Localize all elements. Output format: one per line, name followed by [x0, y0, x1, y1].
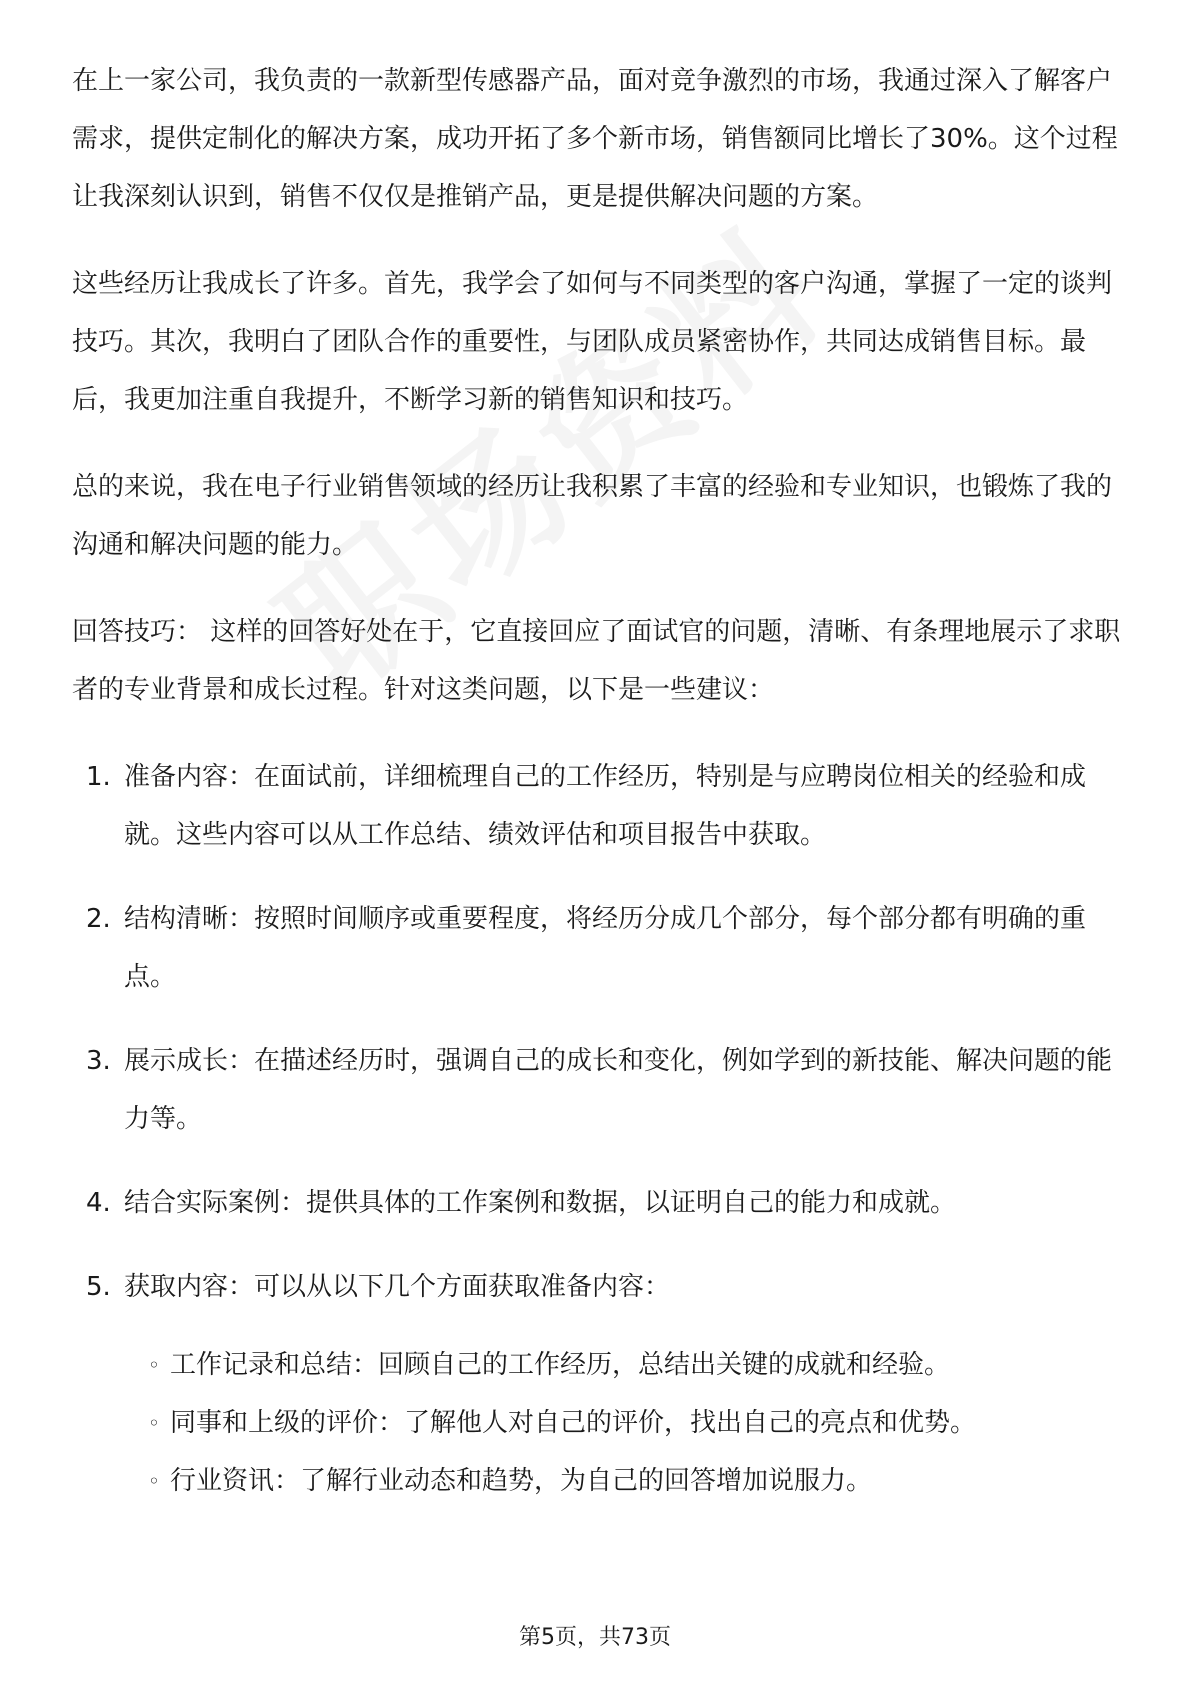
sublist-item [124, 1452, 1122, 1510]
list-item [72, 1174, 1122, 1232]
list-item [72, 1032, 1122, 1148]
list-number: 3. [86, 1046, 111, 1076]
list-number: 5. [86, 1272, 111, 1302]
sublist-item [124, 1394, 1122, 1452]
paragraph-experience: 在上一家公司，我负责的一款新型传感器产品，面对竞争激烈的市场，我通过深入了解客户需求，提供定制化的解决方案，成功开拓了多个新市场，销售额同比增长了30%。这个过程让我深刻认识到，销售不仅仅是推销产品，更是提供解决问题的方案。 [72, 66, 1118, 212]
list-number: 2. [86, 904, 111, 934]
list-item [72, 1258, 1122, 1510]
paragraph-summary: 总的来说，我在电子行业销售领域的经历让我积累了丰富的经验和专业知识，也锻炼了我的沟通和解决问题的能力。 [72, 472, 1113, 560]
list-number: 4. [86, 1188, 111, 1218]
sources-sublist [124, 1336, 1122, 1510]
list-number: 1. [86, 762, 111, 792]
sublist-item-text: 工作记录和总结：回顾自己的工作经历，总结出关键的成就和经验。 [170, 1350, 951, 1380]
bullet-icon: ◦ [148, 1411, 160, 1435]
list-item [72, 748, 1122, 864]
list-item-text: 获取内容：可以从以下几个方面获取准备内容： [124, 1272, 671, 1302]
list-item-text: 准备内容：在面试前，详细梳理自己的工作经历，特别是与应聘岗位相关的经验和成就。这些内容可以从工作总结、绩效评估和项目报告中获取。 [124, 762, 1087, 850]
tips-list [72, 748, 1122, 1510]
sublist-item-text: 行业资讯：了解行业动态和趋势，为自己的回答增加说服力。 [170, 1466, 873, 1496]
bullet-icon: ◦ [148, 1469, 160, 1493]
sublist-item-text: 同事和上级的评价：了解他人对自己的评价，找出自己的亮点和优势。 [170, 1408, 977, 1438]
bullet-icon: ◦ [148, 1353, 160, 1377]
sublist-item [124, 1336, 1122, 1394]
page-number-footer: 第5页，共73页 [519, 1625, 671, 1650]
list-item-text: 结合实际案例：提供具体的工作案例和数据，以证明自己的能力和成就。 [124, 1188, 957, 1218]
list-item-text: 结构清晰：按照时间顺序或重要程度，将经历分成几个部分，每个部分都有明确的重点。 [124, 904, 1087, 992]
document-body [72, 52, 1122, 1536]
list-item-text: 展示成长：在描述经历时，强调自己的成长和变化，例如学到的新技能、解决问题的能力等。 [124, 1046, 1113, 1134]
paragraph-answer-tips: 回答技巧： 这样的回答好处在于，它直接回应了面试官的问题，清晰、有条理地展示了求职者的专业背景和成长过程。针对这类问题，以下是一些建议： [72, 617, 1121, 705]
paragraph-growth: 这些经历让我成长了许多。首先，我学会了如何与不同类型的客户沟通，掌握了一定的谈判技巧。其次，我明白了团队合作的重要性，与团队成员紧密协作，共同达成销售目标。最后，我更加注重自我提升，不断学习新的销售知识和技巧。 [72, 269, 1113, 415]
list-item [72, 890, 1122, 1006]
